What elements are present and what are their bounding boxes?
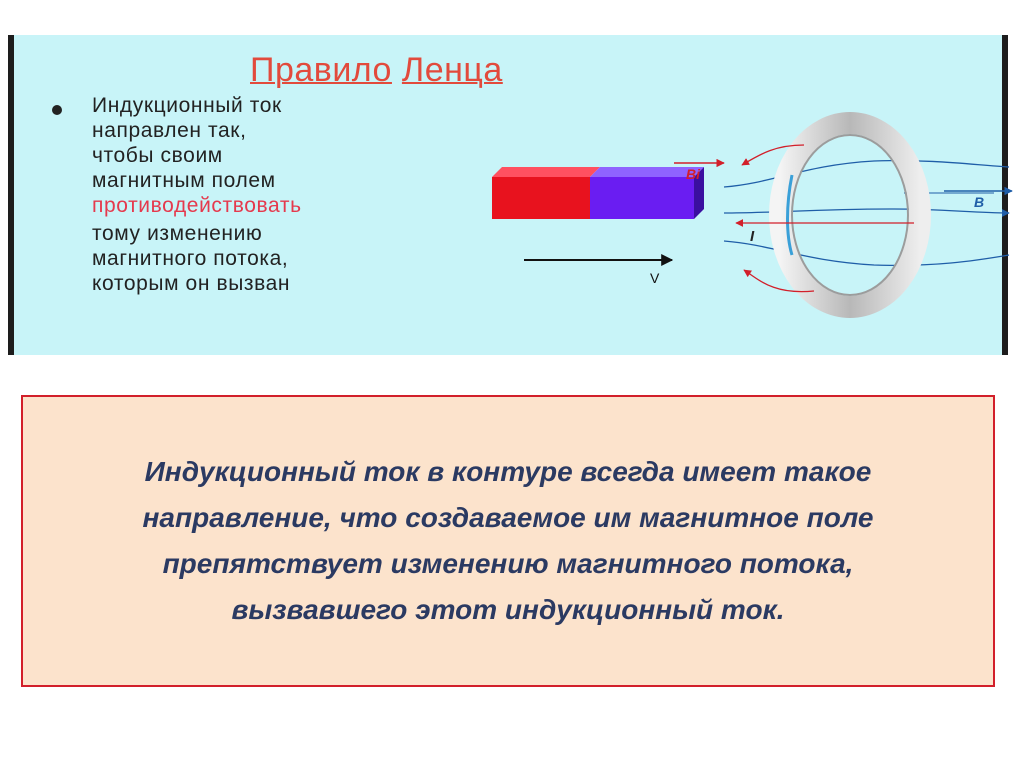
bullet-line-highlight: противодействовать — [92, 194, 302, 217]
current-label: I — [750, 228, 755, 245]
bullet-line: тому изменению — [92, 222, 263, 245]
bullet-line: направлен так, — [92, 119, 247, 142]
rule-line: препятствует изменению магнитного потока, — [162, 548, 854, 579]
bar-magnet — [492, 167, 704, 219]
bullet-line: чтобы своим — [92, 144, 223, 167]
bullet-icon — [52, 105, 62, 115]
magnet-south — [590, 177, 694, 219]
bullet-line: которым он вызван — [92, 272, 291, 295]
bullet-line: магнитного потока, — [92, 247, 289, 270]
title-word-2: Ленца — [401, 51, 503, 89]
rule-line: вызвавшего этот индукционный ток. — [231, 594, 785, 625]
velocity-label: V — [650, 270, 660, 286]
magnet-ring-diagram — [474, 105, 1014, 355]
illustration-title — [250, 51, 503, 90]
rule-line: Индукционный ток в контуре всегда имеет такое — [144, 456, 872, 487]
bullet-line: Индукционный ток — [92, 94, 282, 117]
magnet-north-top — [492, 167, 600, 177]
rule-line: направление, что создаваемое им магнитное поле — [142, 502, 874, 533]
magnet-north — [492, 177, 590, 219]
external-field-lines — [724, 161, 1009, 266]
title-word-1: Правило — [250, 51, 392, 89]
induced-field-label: Bi — [686, 166, 700, 182]
conducting-ring — [780, 123, 920, 307]
bullet-text — [92, 93, 302, 296]
lenz-rule-box — [21, 395, 995, 687]
lenz-rule-illustration — [8, 35, 1008, 355]
bullet-line: магнитным полем — [92, 169, 276, 192]
lenz-rule-statement — [43, 449, 973, 633]
external-field-label: B — [974, 194, 985, 210]
